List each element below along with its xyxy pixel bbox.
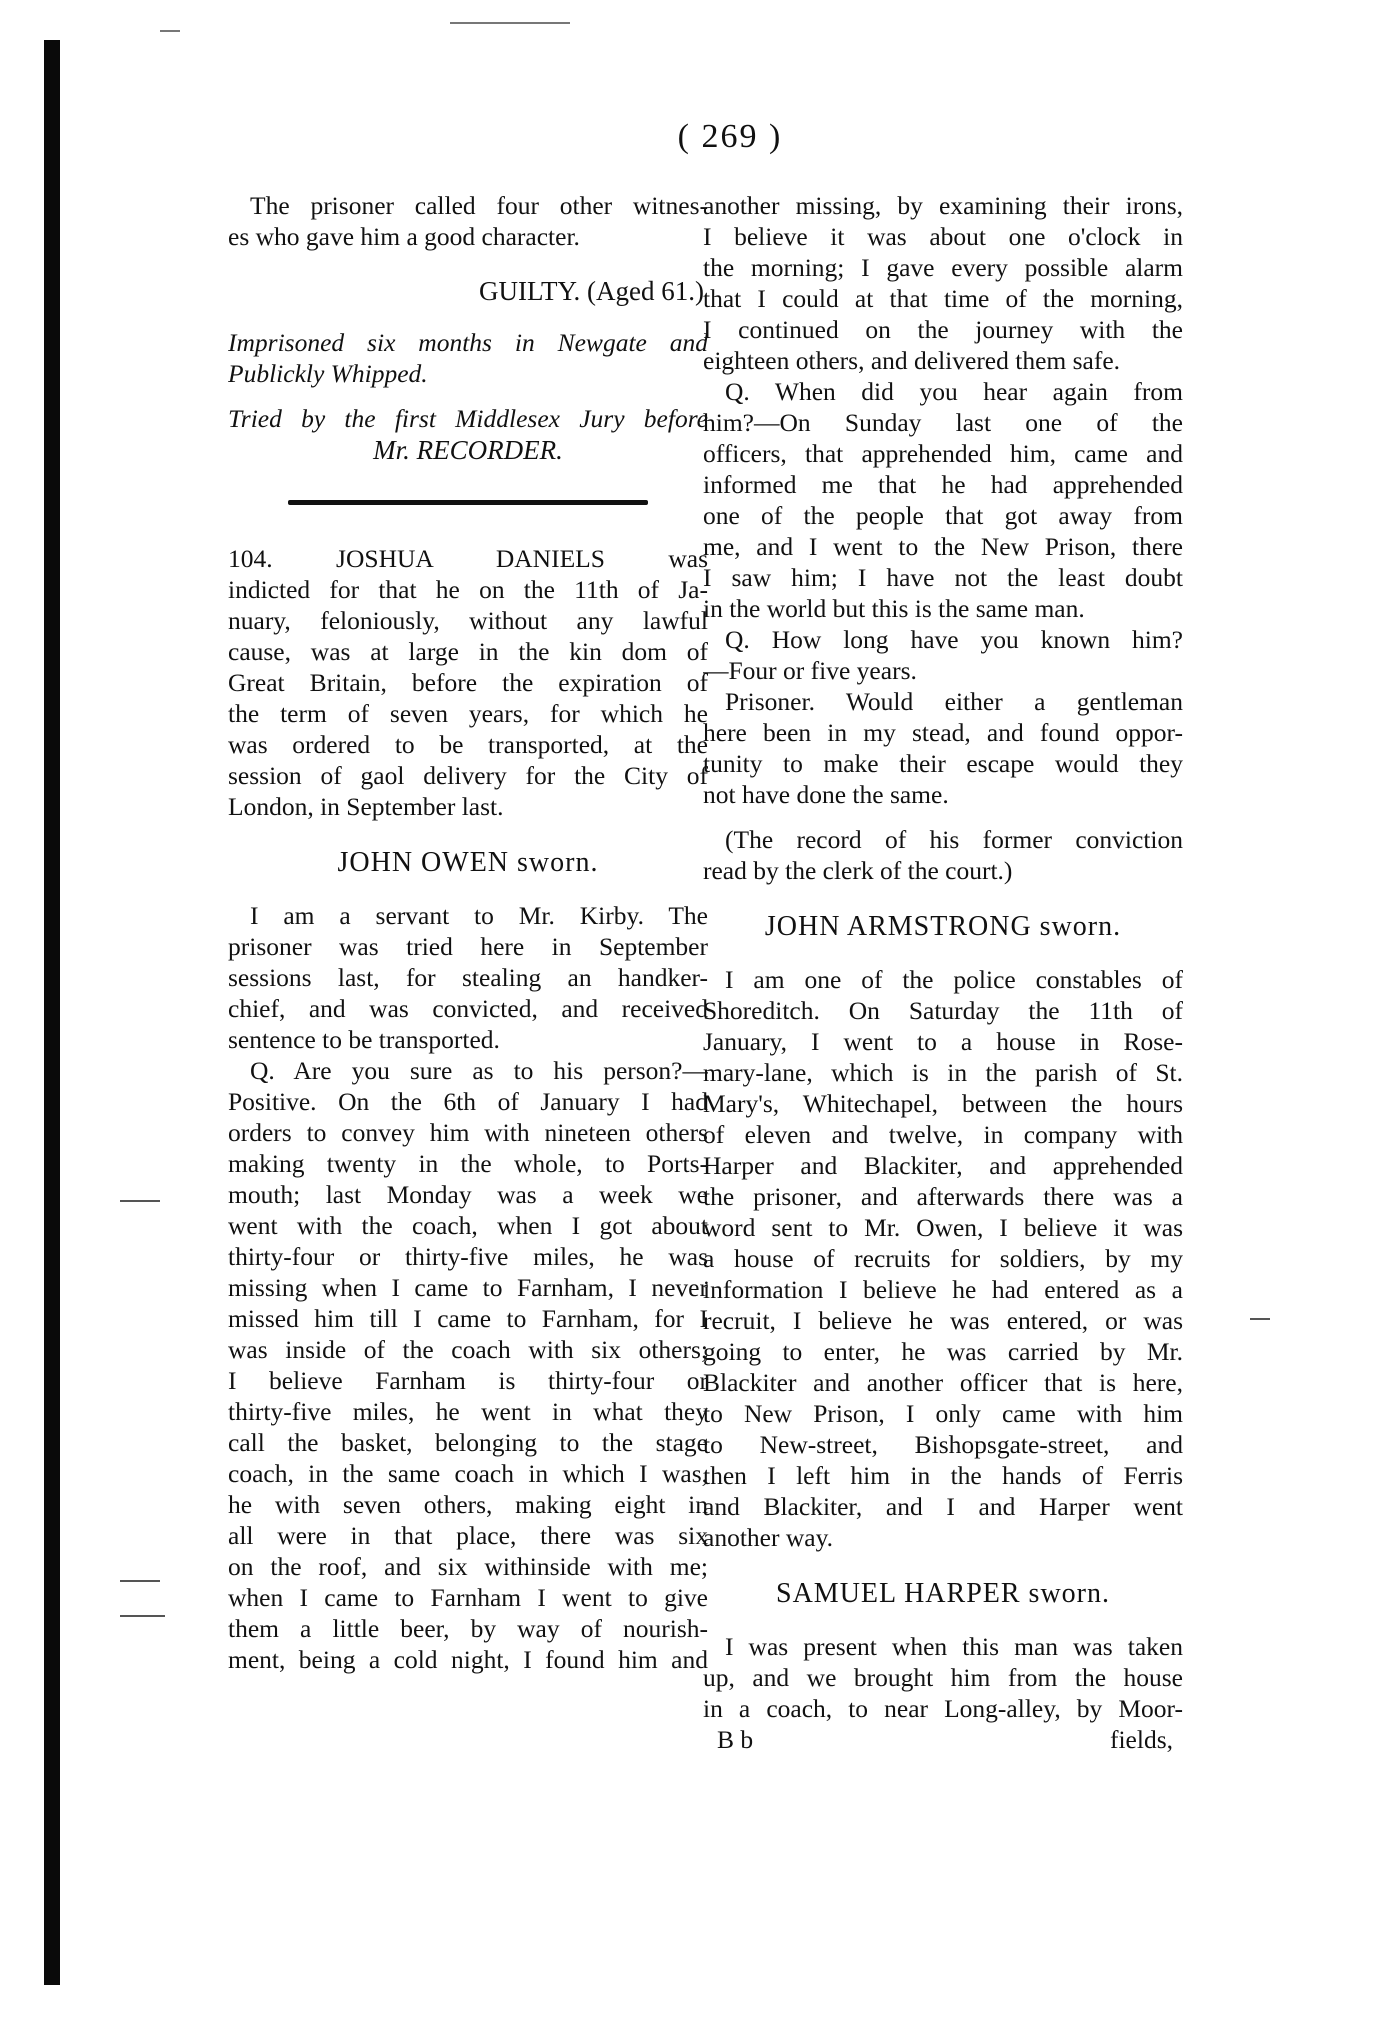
text-line: The prisoner called four other witnes-	[250, 191, 708, 220]
text-line: es who gave him a good character.	[228, 222, 580, 251]
text-line: informed me that he had apprehended	[703, 470, 1183, 499]
text-line: was ordered to be transported, at the	[228, 730, 708, 759]
text-line: I believe Farnham is thirty-four or	[228, 1366, 708, 1395]
text-line: Prisoner. Would either a gentleman	[725, 687, 1183, 716]
text-line: coach, in the same coach in which I was,	[228, 1459, 708, 1488]
text-line: I am a servant to Mr. Kirby. The	[250, 901, 708, 930]
text-line: recruit, I believe he was entered, or was	[703, 1306, 1183, 1335]
text-line: session of gaol delivery for the City of	[228, 761, 708, 790]
testimony-paragraph	[703, 1631, 1183, 1724]
text-line: cause, was at large in the kin dom of	[228, 637, 708, 666]
right-column	[703, 190, 1183, 1755]
witness-heading: SAMUEL HARPER sworn.	[776, 1578, 1110, 1609]
text-line: tunity to make their escape would they	[703, 749, 1183, 778]
text-line: Imprisoned six months in Newgate and	[228, 328, 708, 357]
text-line: call the basket, belonging to the stage	[228, 1428, 708, 1457]
indictment-paragraph	[228, 543, 708, 822]
witness-heading: JOHN ARMSTRONG sworn.	[764, 911, 1122, 942]
text-line: read by the clerk of the court.)	[703, 856, 1013, 885]
text-line: Q. Are you sure as to his person?—	[250, 1056, 708, 1085]
scan-speck	[450, 22, 570, 24]
page-number: ( 269 )	[677, 118, 783, 155]
text-line: I was present when this man was taken	[725, 1632, 1183, 1661]
catchword: fields,	[1109, 1725, 1173, 1754]
text-line: a house of recruits for soldiers, by my	[703, 1244, 1183, 1273]
text-line: him?—On Sunday last one of the	[703, 408, 1183, 437]
text-line: all were in that place, there was six	[228, 1521, 708, 1550]
text-line: Blackiter and another officer that is here,	[703, 1368, 1183, 1397]
text-line: information I believe he had entered as a	[703, 1275, 1183, 1304]
section-rule	[288, 500, 648, 505]
tried-by	[228, 403, 708, 466]
text-line: missed him till I came to Farnham, for I	[228, 1304, 708, 1333]
text-line: word sent to Mr. Owen, I believe it was	[703, 1213, 1183, 1242]
text-line: (The record of his former conviction	[725, 825, 1183, 854]
text-line: sentence to be transported.	[228, 1025, 500, 1054]
text-line: eighteen others, and delivered them safe.	[703, 346, 1121, 375]
text-line: Publickly Whipped.	[228, 359, 428, 388]
text-line: in the world but this is the same man.	[703, 594, 1085, 623]
text-line: the term of seven years, for which he	[228, 699, 708, 728]
sentence	[228, 327, 708, 389]
text-line: sessions last, for stealing an handker-	[228, 963, 708, 992]
text-line: up, and we brought him from the house	[703, 1663, 1183, 1692]
text-line: indicted for that he on the 11th of Ja-	[228, 575, 708, 604]
text-line: here been in my stead, and found oppor-	[703, 718, 1183, 747]
text-line: Great Britain, before the expiration of	[228, 668, 708, 697]
left-column	[228, 190, 708, 1675]
text-line: Mr. RECORDER.	[373, 435, 563, 465]
text-line: 104. JOSHUA DANIELS was	[228, 544, 708, 573]
text-line: thirty-five miles, he went in what they	[228, 1397, 708, 1426]
text-line: officers, that apprehended him, came and	[703, 439, 1183, 468]
margin-mark	[120, 1615, 165, 1617]
text-line: when I came to Farnham I went to give	[228, 1583, 708, 1612]
text-line: of eleven and twelve, in company with	[703, 1120, 1183, 1149]
margin-mark	[120, 1200, 160, 1202]
text-line: Mary's, Whitechapel, between the hours	[703, 1089, 1183, 1118]
text-line: I saw him; I have not the least doubt	[703, 563, 1183, 592]
text-line: prisoner was tried here in September	[228, 932, 708, 961]
text-line: —Four or five years.	[703, 656, 917, 685]
text-line: I am one of the police constables of	[725, 965, 1183, 994]
page-footer	[703, 1724, 1183, 1755]
text-line: mouth; last Monday was a week we	[228, 1180, 708, 1209]
text-line: on the roof, and six withinside with me;	[228, 1552, 708, 1581]
text-line: orders to convey him with nineteen others	[228, 1118, 708, 1147]
text-line: and Blackiter, and I and Harper went	[703, 1492, 1183, 1521]
text-line: making twenty in the whole, to Ports-	[228, 1149, 708, 1178]
text-line: to New Prison, I only came with him	[703, 1399, 1183, 1428]
text-line: nuary, feloniously, without any lawful	[228, 606, 708, 635]
verdict: GUILTY. (Aged 61.)	[479, 276, 704, 306]
text-line: the morning; I gave every possible alarm	[703, 253, 1183, 282]
margin-mark	[1250, 1318, 1270, 1320]
text-line: I believe it was about one o'clock in	[703, 222, 1183, 251]
testimony-paragraph	[703, 964, 1183, 1553]
text-line: went with the coach, when I got about	[228, 1211, 708, 1240]
text-line: January, I went to a house in Rose-	[703, 1027, 1183, 1056]
text-line: going to enter, he was carried by Mr.	[703, 1337, 1183, 1366]
scan-speck	[160, 30, 180, 32]
witness-heading: JOHN OWEN sworn.	[337, 847, 599, 878]
text-line: not have done the same.	[703, 780, 949, 809]
text-line: thirty-four or thirty-five miles, he was	[228, 1242, 708, 1271]
text-line: them a little beer, by way of nourish-	[228, 1614, 708, 1643]
text-line: Harper and Blackiter, and apprehended	[703, 1151, 1183, 1180]
text-line: I continued on the journey with the	[703, 315, 1183, 344]
text-line: he with seven others, making eight in	[228, 1490, 708, 1519]
text-line: another way.	[703, 1523, 834, 1552]
text-line: Q. How long have you known him?	[725, 625, 1183, 654]
signature-mark: B b	[717, 1725, 754, 1754]
text-line: then I left him in the hands of Ferris	[703, 1461, 1183, 1490]
text-line: Tried by the first Middlesex Jury before	[228, 404, 708, 433]
text-line: London, in September last.	[228, 792, 504, 821]
text-line: was inside of the coach with six others;	[228, 1335, 708, 1364]
record-note	[703, 824, 1183, 886]
text-line: mary-lane, which is in the parish of St.	[703, 1058, 1183, 1087]
text-line: chief, and was convicted, and received	[228, 994, 708, 1023]
continuation-paragraph	[703, 190, 1183, 810]
text-line: Shoreditch. On Saturday the 11th of	[703, 996, 1183, 1025]
text-line: Positive. On the 6th of January I had	[228, 1087, 708, 1116]
opening-paragraph	[228, 190, 708, 252]
text-line: one of the people that got away from	[703, 501, 1183, 530]
text-line: another missing, by examining their irons,	[703, 191, 1183, 220]
scan-edge-shadow	[44, 40, 60, 1985]
testimony-paragraph	[228, 900, 708, 1675]
text-line: to New-street, Bishopsgate-street, and	[703, 1430, 1183, 1459]
text-line: missing when I came to Farnham, I never	[228, 1273, 708, 1302]
text-line: me, and I went to the New Prison, there	[703, 532, 1183, 561]
text-line: the prisoner, and afterwards there was a	[703, 1182, 1183, 1211]
text-line: in a coach, to near Long-alley, by Moor-	[703, 1694, 1183, 1723]
text-line: Q. When did you hear again from	[725, 377, 1183, 406]
text-line: ment, being a cold night, I found him and	[228, 1645, 708, 1674]
text-line: that I could at that time of the morning,	[703, 284, 1183, 313]
margin-mark	[120, 1580, 160, 1582]
